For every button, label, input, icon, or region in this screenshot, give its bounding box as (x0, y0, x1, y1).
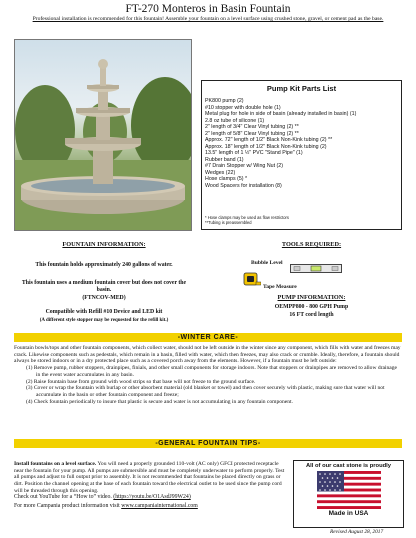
kit-item: 13.5" length of 1 ½" PVC "Stand Pipe" (1) (205, 150, 303, 156)
tips-text: You will need a properly grounded 110-volt (AC only) GFCI protected receptacle near the fountain for your pump. All pumps are submersible and must be completely underwater to perform properly. Test all pumps and adjust to full output prior to assembly. It is not recommended that fountains be placed directly on grass or dirt. Position the channel opening at the base of each fountain toward the electrical outlet to be used since the pump cord will be threaded through this opening. (14, 461, 285, 494)
page-title: FT-270 Monteros in Basin Fountain (125, 3, 291, 15)
kit-item: 2" length of 3/4" Clear Vinyl tubing (2) ** (205, 124, 299, 130)
fountain-info-heading: FOUNTAIN INFORMATION: (62, 241, 146, 248)
winter-step: (3) Cover or wrap the fountain with burlap or other absorbent material (old blanket or towel) and then cover securely with plastic, making sure that water will not accumulate in the basin or other fountain component and freeze; (26, 385, 385, 398)
kit-note: **Tubing is preassembled (205, 220, 252, 225)
install-note: Professional installation is recommended for this fountain! Assemble your fountain on a level surface using crushed stone, gravel, or cement pad as the base. (32, 16, 384, 22)
kit-item: Approx. 72" length of 1/2" Black Non-Kink tubing (2) ** (205, 137, 333, 143)
fountain-illustration (15, 40, 191, 230)
tips-lead: Install fountains on a level surface. (14, 461, 97, 467)
kit-item: 2" length of 5/8" Clear Vinyl tubing (2) ** (205, 130, 299, 137)
kit-item: Hose clamps (5) * (205, 176, 248, 182)
more-info-line (14, 503, 198, 510)
website-link[interactable]: www.campaniainternational.com (121, 503, 198, 509)
bubble-level-icon (290, 260, 342, 278)
kit-item: Wedges (22) (205, 169, 236, 176)
winter-step: (4) Check fountain periodically to insure that plastic is secure and water is not accumulating in any fountain component. (26, 398, 293, 405)
kit-item: Approx. 18" length of 1/2" Black Non-Kink tubing (2) (205, 143, 327, 150)
youtube-line (14, 494, 191, 501)
pump-info-heading: PUMP INFORMATION: (277, 294, 346, 301)
youtube-prefix: Check out YouTube for a “How to” video. (14, 494, 112, 500)
kit-item: #7 Drain Stopper w/ Wing Nut (2) (205, 163, 284, 169)
bubble-level-label: Bubble Level (251, 260, 283, 266)
general-tips-section (14, 461, 288, 495)
general-tips-bar: -GENERAL FOUNTAIN TIPS- (14, 439, 402, 448)
kit-item: Metal plug for hole in side of basin (already installed in basin) (1) (205, 111, 357, 117)
winter-step: (2) Raise fountain base from ground with wood strips so that base will not freeze to the ground surface. (26, 378, 256, 385)
kit-item: Wood Spacers for installation (8) (205, 182, 282, 189)
kit-item: Rubber band (1) (205, 156, 244, 163)
winter-intro: Fountain bowls/tops and other fountain components, which collect water, should not be left outside in the winter since any component, which fills with water and freezes may crack. Likewise components such as pedestals, which remain in a basin, filled with water, which then freezes, may also crack or crumble. Ideally, therefore, a fountain should always be stored indoors or in a dry protected place such as a covered porch away from the elements. However, if a fountain must be left outside: (14, 345, 401, 365)
tools-heading: TOOLS REQUIRED: (281, 241, 342, 248)
kit-note: * Hose clamps may be used as flow restrictors (205, 215, 289, 220)
usa-flag-icon (317, 471, 381, 509)
refill-compat: Compatible with Refill #10 Device and LED kit (45, 309, 163, 315)
tape-measure-label: Tape Measure (263, 284, 297, 290)
pump-kit-title: Pump Kit Parts List (266, 84, 337, 93)
fountain-cover-code: (FTNCOV-MED) (82, 295, 126, 301)
made-in-usa-box (293, 460, 404, 528)
youtube-link[interactable]: (https://youtu.be/O1AsdJ99W24) (113, 494, 191, 500)
winter-care-bar: -WINTER CARE- (14, 333, 402, 342)
kit-item: 2.8 oz tube of silicone (1) (205, 117, 265, 124)
kit-item: #10 stopper with double hole (1) (205, 104, 281, 111)
winter-care-section (14, 345, 402, 405)
winter-step: (1) Remove pump, rubber stoppers, drainpipes, finials, and other small components for storage indoors. Note that stoppers or drainpipes are removed to allow drainage in the event water accumulates in any basin. (26, 365, 397, 378)
cast-stone-caption: All of our cast stone is proudly (305, 463, 392, 469)
pump-cord-length: 16 FT cord length (289, 312, 334, 318)
tape-measure-icon (243, 272, 261, 291)
made-in-usa-label: Made in USA (328, 510, 369, 517)
fountain-photo (14, 39, 192, 231)
pump-model: OEMPP800 - 800 GPH Pump (274, 304, 349, 310)
fountain-capacity: This fountain holds approximately 240 gallons of water. (35, 262, 173, 268)
fountain-cover-note: This fountain uses a medium fountain cover but does not cover the basin. (21, 280, 187, 293)
refill-stopper-note: (A different style stopper may be requested for the refill kit.) (39, 318, 169, 323)
revised-date: Revised August 28, 2017 (330, 529, 384, 535)
pump-kit-parts-list (201, 80, 402, 230)
more-info-prefix: For more Campania product information visit (14, 503, 120, 509)
kit-item: PK800 pump (2) (205, 98, 244, 104)
